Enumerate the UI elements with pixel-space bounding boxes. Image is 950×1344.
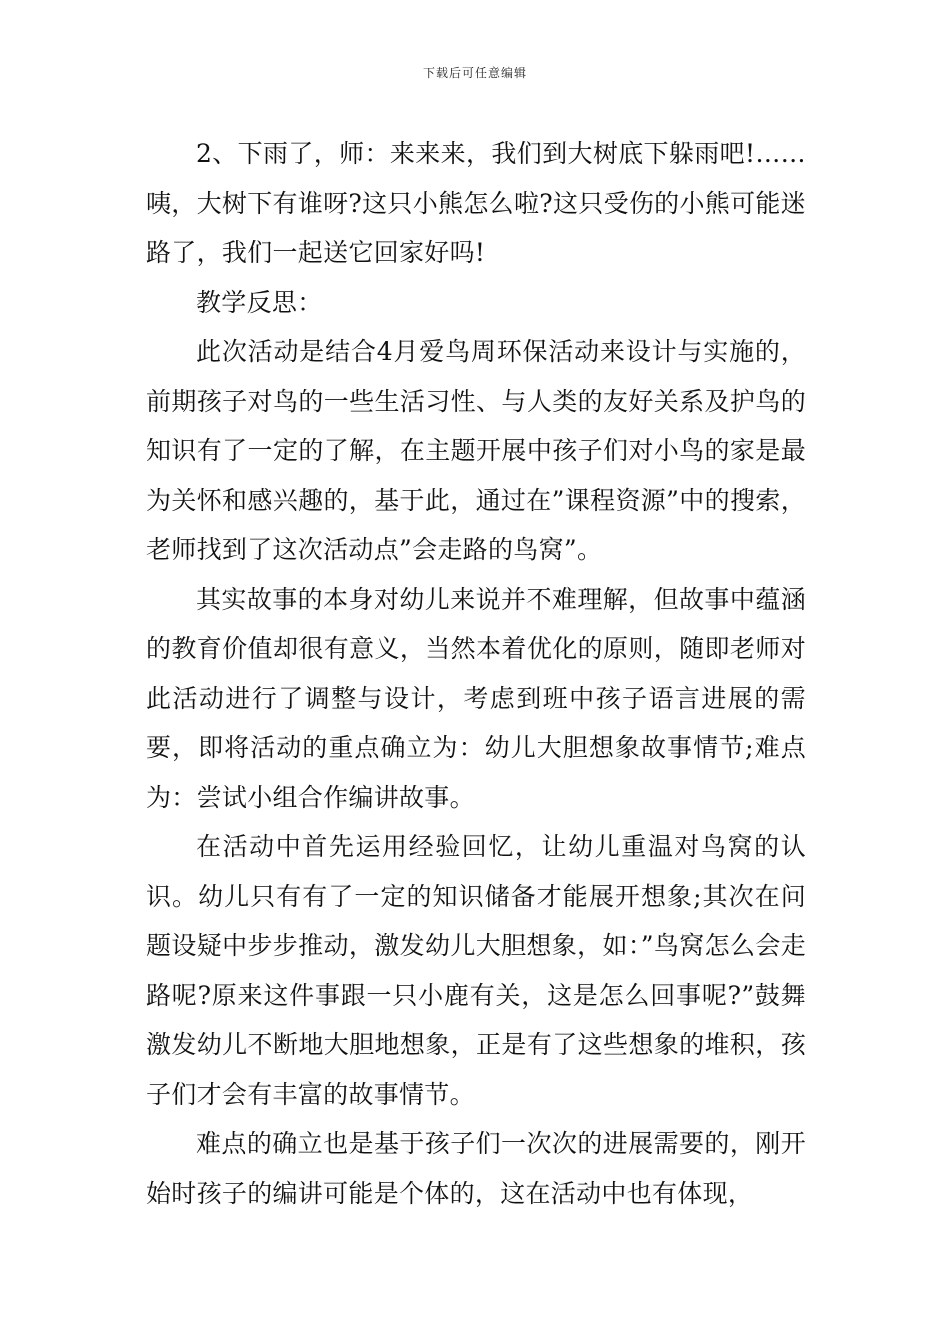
document-body bbox=[146, 129, 806, 1218]
paragraph-rain-scene: 2、下雨了，师：来来来，我们到大树底下躲雨吧!……咦，大树下有谁呀?这只小熊怎么啦?这只受伤的小熊可能迷路了，我们一起送它回家好吗! bbox=[146, 139, 806, 267]
paragraph-story-value: 其实故事的本身对幼儿来说并不难理解，但故事中蕴涵的教育价值却很有意义，当然本着优化的原则，随即老师对此活动进行了调整与设计，考虑到班中孩子语言进展的需要，即将活动的重点确立为：幼儿大胆想象故事情节;难点为：尝试小组合作编讲故事。 bbox=[146, 584, 806, 812]
paragraph-activity-background: 此次活动是结合4月爱鸟周环保活动来设计与实施的，前期孩子对鸟的一些生活习性、与人类的友好关系及护鸟的知识有了一定的了解，在主题开展中孩子们对小鸟的家是最为关怀和感兴趣的，基于此，通过在”课程资源”中的搜索，老师找到了这次活动点”会走路的鸟窝”。 bbox=[146, 337, 806, 564]
paragraph-activity-process: 在活动中首先运用经验回忆，让幼儿重温对鸟窝的认识。幼儿只有有了一定的知识储备才能展开想象;其次在问题设疑中步步推动，激发幼儿大胆想象，如：”鸟窝怎么会走路呢?原来这件事跟一只小鹿有关，这是怎么回事呢?”鼓舞激发幼儿不断地大胆地想象，正是有了这些想象的堆积，孩子们才会有丰富的故事情节。 bbox=[146, 832, 806, 1109]
page-header: 下载后可任意编辑 bbox=[422, 66, 527, 80]
paragraph-difficulty-point: 难点的确立也是基于孩子们一次次的进展需要的，刚开始时孩子的编讲可能是个体的，这在活动中也有体现， bbox=[146, 1129, 806, 1208]
section-heading-teaching-reflection: 教学反思： bbox=[196, 287, 323, 317]
